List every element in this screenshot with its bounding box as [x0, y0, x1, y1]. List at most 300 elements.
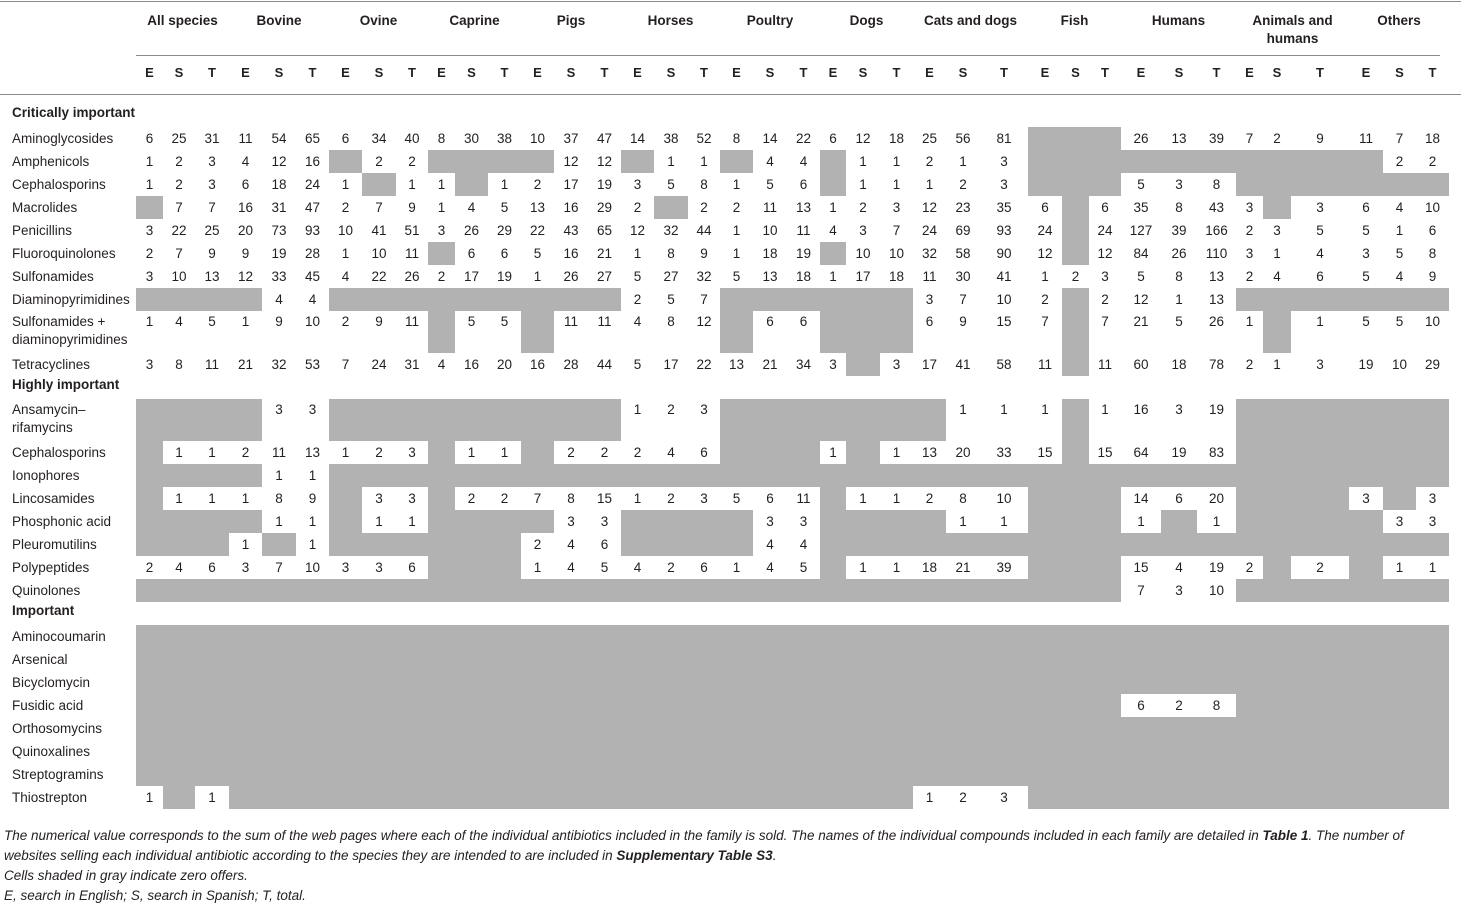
zero-offer-cell [329, 533, 362, 556]
zero-offer-cell [787, 786, 820, 809]
zero-offer-cell [1028, 786, 1062, 809]
count-cell: 1 [145, 154, 154, 169]
count-cell: 27 [596, 269, 613, 284]
zero-offer-cell [329, 740, 362, 763]
count-cell: 12 [271, 154, 287, 169]
zero-offer-cell [880, 399, 913, 441]
zero-offer-cell [521, 717, 554, 740]
count-cell: 4 [1395, 269, 1404, 284]
count-cell: 53 [304, 357, 321, 372]
zero-offer-cell [753, 717, 787, 740]
count-cell: 3 [925, 292, 934, 307]
zero-offer-cell [262, 671, 296, 694]
zero-offer-cell [262, 717, 296, 740]
zero-offer-cell [362, 786, 396, 809]
count-cell: 13 [1171, 131, 1187, 146]
count-cell: 6 [1316, 269, 1324, 284]
zero-offer-cell [296, 694, 329, 717]
zero-offer-cell [1383, 533, 1416, 556]
count-cell: 8 [175, 357, 183, 372]
count-cell: 19 [1171, 445, 1187, 460]
count-cell: 90 [996, 246, 1012, 261]
count-cell: 1 [208, 790, 216, 805]
count-cell: 1 [1041, 402, 1049, 417]
zero-offer-cell [946, 740, 980, 763]
count-cell: 1 [1245, 314, 1254, 329]
zero-offer-cell [521, 694, 554, 717]
zero-offer-cell [980, 763, 1028, 786]
count-cell: 6 [1101, 200, 1109, 215]
zero-offer-cell [163, 399, 195, 441]
count-cell: 2 [633, 200, 642, 215]
count-cell: 11 [204, 357, 219, 372]
zero-offer-cell [428, 786, 455, 809]
est-header: S [1174, 65, 1184, 80]
zero-offer-cell [521, 648, 554, 671]
zero-offer-cell [1349, 464, 1383, 487]
count-cell: 12 [596, 154, 613, 169]
zero-offer-cell [455, 288, 488, 311]
zero-offer-cell [820, 533, 846, 556]
zero-offer-cell [846, 464, 880, 487]
zero-offer-cell [1089, 510, 1121, 533]
count-cell: 44 [696, 223, 712, 238]
count-cell: 13 [1208, 292, 1225, 307]
count-cell: 4 [241, 154, 250, 169]
count-cell: 2 [633, 292, 642, 307]
count-cell: 5 [1395, 246, 1404, 261]
count-cell: 4 [308, 292, 317, 307]
zero-offer-cell [1291, 150, 1349, 173]
zero-offer-cell [262, 786, 296, 809]
count-cell: 3 [700, 491, 708, 506]
zero-offer-cell [195, 399, 229, 441]
count-cell: 15 [996, 314, 1012, 329]
count-cell: 1 [959, 154, 967, 169]
count-cell: 1 [1395, 223, 1404, 238]
zero-offer-cell [688, 671, 720, 694]
zero-offer-cell [1062, 173, 1089, 196]
zero-offer-cell [787, 464, 820, 487]
count-cell: 24 [304, 177, 321, 192]
zero-offer-cell [455, 763, 488, 786]
count-cell: 4 [799, 154, 808, 169]
zero-offer-cell [1236, 533, 1263, 556]
zero-offer-cell [1089, 625, 1121, 648]
zero-offer-cell [554, 694, 588, 717]
zero-offer-cell [654, 763, 688, 786]
count-cell: 32 [696, 269, 712, 284]
count-cell: 29 [596, 200, 613, 215]
zero-offer-cell [1291, 441, 1349, 464]
zero-offer-cell [1062, 219, 1089, 242]
count-cell: 11 [762, 200, 777, 215]
est-header: T [208, 65, 216, 80]
est-header: T [892, 65, 901, 80]
count-cell: 2 [1273, 131, 1281, 146]
zero-offer-cell [946, 694, 980, 717]
zero-offer-cell [1089, 694, 1121, 717]
zero-offer-cell [820, 464, 846, 487]
zero-offer-cell [521, 441, 554, 464]
count-cell: 6 [1362, 200, 1370, 215]
count-cell: 14 [1133, 491, 1149, 506]
zero-offer-cell [980, 648, 1028, 671]
zero-offer-cell [1121, 717, 1161, 740]
zero-offer-cell [428, 242, 455, 265]
zero-offer-cell [846, 353, 880, 376]
zero-offer-cell [455, 786, 488, 809]
count-cell: 3 [1000, 177, 1008, 192]
zero-offer-cell [428, 763, 455, 786]
count-cell: 11 [796, 223, 811, 238]
count-cell: 11 [563, 314, 578, 329]
zero-offer-cell [329, 648, 362, 671]
zero-offer-cell [229, 510, 262, 533]
count-cell: 3 [829, 357, 837, 372]
count-cell: 10 [371, 246, 387, 261]
row-label: Sulfonamides + diaminopyrimidines [12, 314, 128, 347]
count-cell: 10 [304, 560, 321, 575]
count-cell: 1 [437, 177, 446, 192]
section-title: Highly important [12, 377, 120, 392]
zero-offer-cell [362, 173, 396, 196]
count-cell: 14 [629, 131, 646, 146]
zero-offer-cell [1062, 763, 1089, 786]
zero-offer-cell [1383, 786, 1416, 809]
count-cell: 12 [1097, 246, 1113, 261]
zero-offer-cell [296, 648, 329, 671]
zero-offer-cell [1062, 399, 1089, 441]
count-cell: 58 [996, 357, 1012, 372]
count-cell: 2 [859, 200, 867, 215]
count-cell: 31 [404, 357, 420, 372]
zero-offer-cell [455, 717, 488, 740]
zero-offer-cell [396, 694, 428, 717]
zero-offer-cell [329, 399, 362, 441]
zero-offer-cell [1263, 533, 1291, 556]
count-cell: 1 [732, 223, 741, 238]
count-cell: 6 [799, 314, 808, 329]
zero-offer-cell [195, 625, 229, 648]
zero-offer-cell [1089, 579, 1121, 602]
count-cell: 2 [341, 314, 350, 329]
count-cell: 12 [921, 200, 938, 215]
est-header: T [799, 65, 808, 80]
zero-offer-cell [654, 648, 688, 671]
count-cell: 43 [563, 223, 579, 238]
zero-offer-cell [753, 694, 787, 717]
zero-offer-cell [1291, 510, 1349, 533]
zero-offer-cell [521, 464, 554, 487]
footnote-description: The numerical value corresponds to the sum of the web pages where each of the individual antibiotics included in the family is sold. The names of the individual compounds included in each family are detailed in Table 1. The number of websites selling each individual antibiotic according to the species they are intended to are included in Supplementary Table S3. [4, 828, 1404, 863]
count-cell: 41 [996, 269, 1012, 284]
count-cell: 11 [1097, 357, 1112, 372]
species-header: Animals and humans [1252, 13, 1333, 46]
zero-offer-cell [195, 510, 229, 533]
count-cell: 1 [1428, 560, 1437, 575]
count-cell: 4 [275, 292, 283, 307]
zero-offer-cell [753, 441, 787, 464]
count-cell: 5 [1137, 269, 1145, 284]
zero-offer-cell [753, 288, 787, 311]
est-header: S [765, 65, 775, 80]
zero-offer-cell [980, 694, 1028, 717]
zero-offer-cell [428, 487, 455, 510]
count-cell: 8 [1175, 200, 1183, 215]
zero-offer-cell [1383, 487, 1416, 510]
zero-offer-cell [1349, 173, 1383, 196]
zero-offer-cell [1062, 671, 1089, 694]
count-cell: 6 [341, 131, 350, 146]
zero-offer-cell [1089, 763, 1121, 786]
zero-offer-cell [946, 717, 980, 740]
count-cell: 34 [795, 357, 812, 372]
zero-offer-cell [521, 740, 554, 763]
zero-offer-cell [1028, 740, 1062, 763]
row-label: Cephalosporins [12, 177, 106, 192]
count-cell: 6 [799, 177, 808, 192]
count-cell: 5 [533, 246, 542, 261]
count-cell: 3 [600, 514, 609, 529]
count-cell: 43 [1208, 200, 1225, 215]
zero-offer-cell [229, 740, 262, 763]
count-cell: 3 [1245, 200, 1254, 215]
row-label: Fluoroquinolones [12, 246, 116, 261]
zero-offer-cell [163, 288, 195, 311]
zero-offer-cell [820, 510, 846, 533]
zero-offer-cell [1089, 740, 1121, 763]
row-label: Thiostrepton [12, 790, 88, 805]
zero-offer-cell [1236, 763, 1263, 786]
est-header: E [1245, 65, 1254, 80]
zero-offer-cell [621, 740, 654, 763]
count-cell: 20 [955, 445, 971, 460]
count-cell: 1 [241, 537, 250, 552]
count-cell: 25 [204, 223, 220, 238]
count-cell: 5 [1175, 314, 1183, 329]
zero-offer-cell [1197, 625, 1236, 648]
zero-offer-cell [1028, 763, 1062, 786]
zero-offer-cell [488, 740, 521, 763]
count-cell: 7 [1101, 314, 1109, 329]
table-top-rule [0, 1, 1461, 2]
count-cell: 5 [1137, 177, 1145, 192]
zero-offer-cell [554, 625, 588, 648]
est-header: S [958, 65, 968, 80]
zero-offer-cell [488, 694, 521, 717]
zero-offer-cell [913, 763, 946, 786]
zero-offer-cell [1121, 625, 1161, 648]
count-cell: 1 [145, 314, 154, 329]
count-cell: 11 [597, 314, 612, 329]
count-cell: 19 [271, 246, 287, 261]
zero-offer-cell [262, 694, 296, 717]
zero-offer-cell [913, 510, 946, 533]
est-header: E [1361, 65, 1371, 80]
species-header: Dogs [849, 13, 884, 28]
count-cell: 18 [795, 269, 812, 284]
count-cell: 2 [1245, 560, 1254, 575]
zero-offer-cell [880, 288, 913, 311]
zero-offer-cell [195, 648, 229, 671]
count-cell: 11 [238, 131, 253, 146]
zero-offer-cell [1236, 579, 1263, 602]
zero-offer-cell [428, 399, 455, 441]
count-cell: 19 [1358, 357, 1374, 372]
count-cell: 7 [375, 200, 383, 215]
zero-offer-cell [720, 311, 753, 353]
row-label: Pleuromutilins [12, 537, 97, 552]
count-cell: 1 [308, 537, 317, 552]
zero-offer-cell [820, 671, 846, 694]
zero-offer-cell [588, 648, 621, 671]
zero-offer-cell [1349, 150, 1383, 173]
zero-offer-cell [720, 533, 753, 556]
zero-offer-cell [1236, 694, 1263, 717]
count-cell: 3 [241, 560, 250, 575]
footnote-shading: Cells shaded in gray indicate zero offers. [4, 868, 248, 883]
zero-offer-cell [455, 625, 488, 648]
zero-offer-cell [455, 399, 488, 441]
zero-offer-cell [846, 579, 880, 602]
zero-offer-cell [262, 533, 296, 556]
zero-offer-cell [1089, 533, 1121, 556]
est-header: S [274, 65, 284, 80]
zero-offer-cell [1121, 533, 1161, 556]
zero-offer-cell [396, 288, 428, 311]
zero-offer-cell [846, 533, 880, 556]
count-cell: 5 [500, 200, 509, 215]
zero-offer-cell [163, 464, 195, 487]
zero-offer-cell [362, 763, 396, 786]
zero-offer-cell [428, 579, 455, 602]
zero-offer-cell [913, 648, 946, 671]
count-cell: 3 [408, 491, 416, 506]
count-cell: 3 [308, 402, 317, 417]
zero-offer-cell [1062, 150, 1089, 173]
count-cell: 3 [1428, 514, 1437, 529]
zero-offer-cell [980, 671, 1028, 694]
count-cell: 16 [1133, 402, 1149, 417]
est-header: S [467, 65, 476, 80]
zero-offer-cell [913, 740, 946, 763]
zero-offer-cell [1197, 763, 1236, 786]
zero-offer-cell [262, 648, 296, 671]
count-cell: 13 [795, 200, 812, 215]
row-label: Tetracyclines [12, 357, 91, 372]
zero-offer-cell [880, 625, 913, 648]
count-cell: 5 [667, 292, 675, 307]
zero-offer-cell [654, 464, 688, 487]
est-header: S [566, 65, 576, 80]
row-label: Aminocoumarin [12, 629, 106, 644]
zero-offer-cell [1349, 625, 1383, 648]
zero-offer-cell [820, 717, 846, 740]
zero-offer-cell [1062, 464, 1089, 487]
zero-offer-cell [554, 717, 588, 740]
zero-offer-cell [846, 694, 880, 717]
zero-offer-cell [621, 694, 654, 717]
zero-offer-cell [1062, 579, 1089, 602]
count-cell: 12 [696, 314, 712, 329]
zero-offer-cell [1263, 311, 1291, 353]
zero-offer-cell [720, 717, 753, 740]
zero-offer-cell [1416, 648, 1449, 671]
zero-offer-cell [1089, 556, 1121, 579]
zero-offer-cell [1161, 150, 1197, 173]
est-header: E [241, 65, 250, 80]
zero-offer-cell [229, 786, 262, 809]
count-cell: 10 [996, 292, 1012, 307]
zero-offer-cell [1291, 579, 1349, 602]
zero-offer-cell [1291, 533, 1349, 556]
zero-offer-cell [362, 740, 396, 763]
zero-offer-cell [488, 288, 521, 311]
count-cell: 3 [1362, 246, 1370, 261]
zero-offer-cell [1416, 763, 1449, 786]
zero-offer-cell [1383, 625, 1416, 648]
zero-offer-cell [1028, 694, 1062, 717]
count-cell: 2 [145, 246, 154, 261]
count-cell: 16 [563, 200, 579, 215]
zero-offer-cell [588, 579, 621, 602]
count-cell: 1 [1212, 514, 1221, 529]
zero-offer-cell [362, 694, 396, 717]
zero-offer-cell [329, 625, 362, 648]
zero-offer-cell [1062, 487, 1089, 510]
zero-offer-cell [195, 740, 229, 763]
count-cell: 84 [1133, 246, 1149, 261]
count-cell: 12 [563, 154, 579, 169]
count-cell: 10 [996, 491, 1012, 506]
zero-offer-cell [1263, 786, 1291, 809]
zero-offer-cell [488, 510, 521, 533]
count-cell: 3 [1273, 223, 1281, 238]
count-cell: 6 [408, 560, 416, 575]
zero-offer-cell [621, 671, 654, 694]
count-cell: 21 [237, 357, 254, 372]
count-cell: 39 [1171, 223, 1187, 238]
zero-offer-cell [1416, 694, 1449, 717]
zero-offer-cell [1416, 740, 1449, 763]
zero-offer-cell [654, 671, 688, 694]
zero-offer-cell [488, 717, 521, 740]
count-cell: 2 [500, 491, 509, 506]
zero-offer-cell [913, 625, 946, 648]
count-cell: 7 [1395, 131, 1404, 146]
zero-offer-cell [1161, 625, 1197, 648]
zero-offer-cell [1291, 694, 1349, 717]
zero-offer-cell [455, 464, 488, 487]
count-cell: 35 [1133, 200, 1149, 215]
zero-offer-cell [1291, 763, 1349, 786]
count-cell: 15 [1037, 445, 1053, 460]
zero-offer-cell [846, 671, 880, 694]
zero-offer-cell [846, 648, 880, 671]
count-cell: 10 [1208, 583, 1225, 598]
zero-offer-cell [1349, 579, 1383, 602]
zero-offer-cell [163, 533, 195, 556]
zero-offer-cell [136, 694, 163, 717]
zero-offer-cell [1416, 464, 1449, 487]
count-cell: 26 [404, 269, 420, 284]
row-label: Diaminopyrimidines [12, 292, 130, 307]
zero-offer-cell [1416, 533, 1449, 556]
zero-offer-cell [329, 150, 362, 173]
count-cell: 1 [859, 154, 867, 169]
count-cell: 3 [145, 269, 154, 284]
